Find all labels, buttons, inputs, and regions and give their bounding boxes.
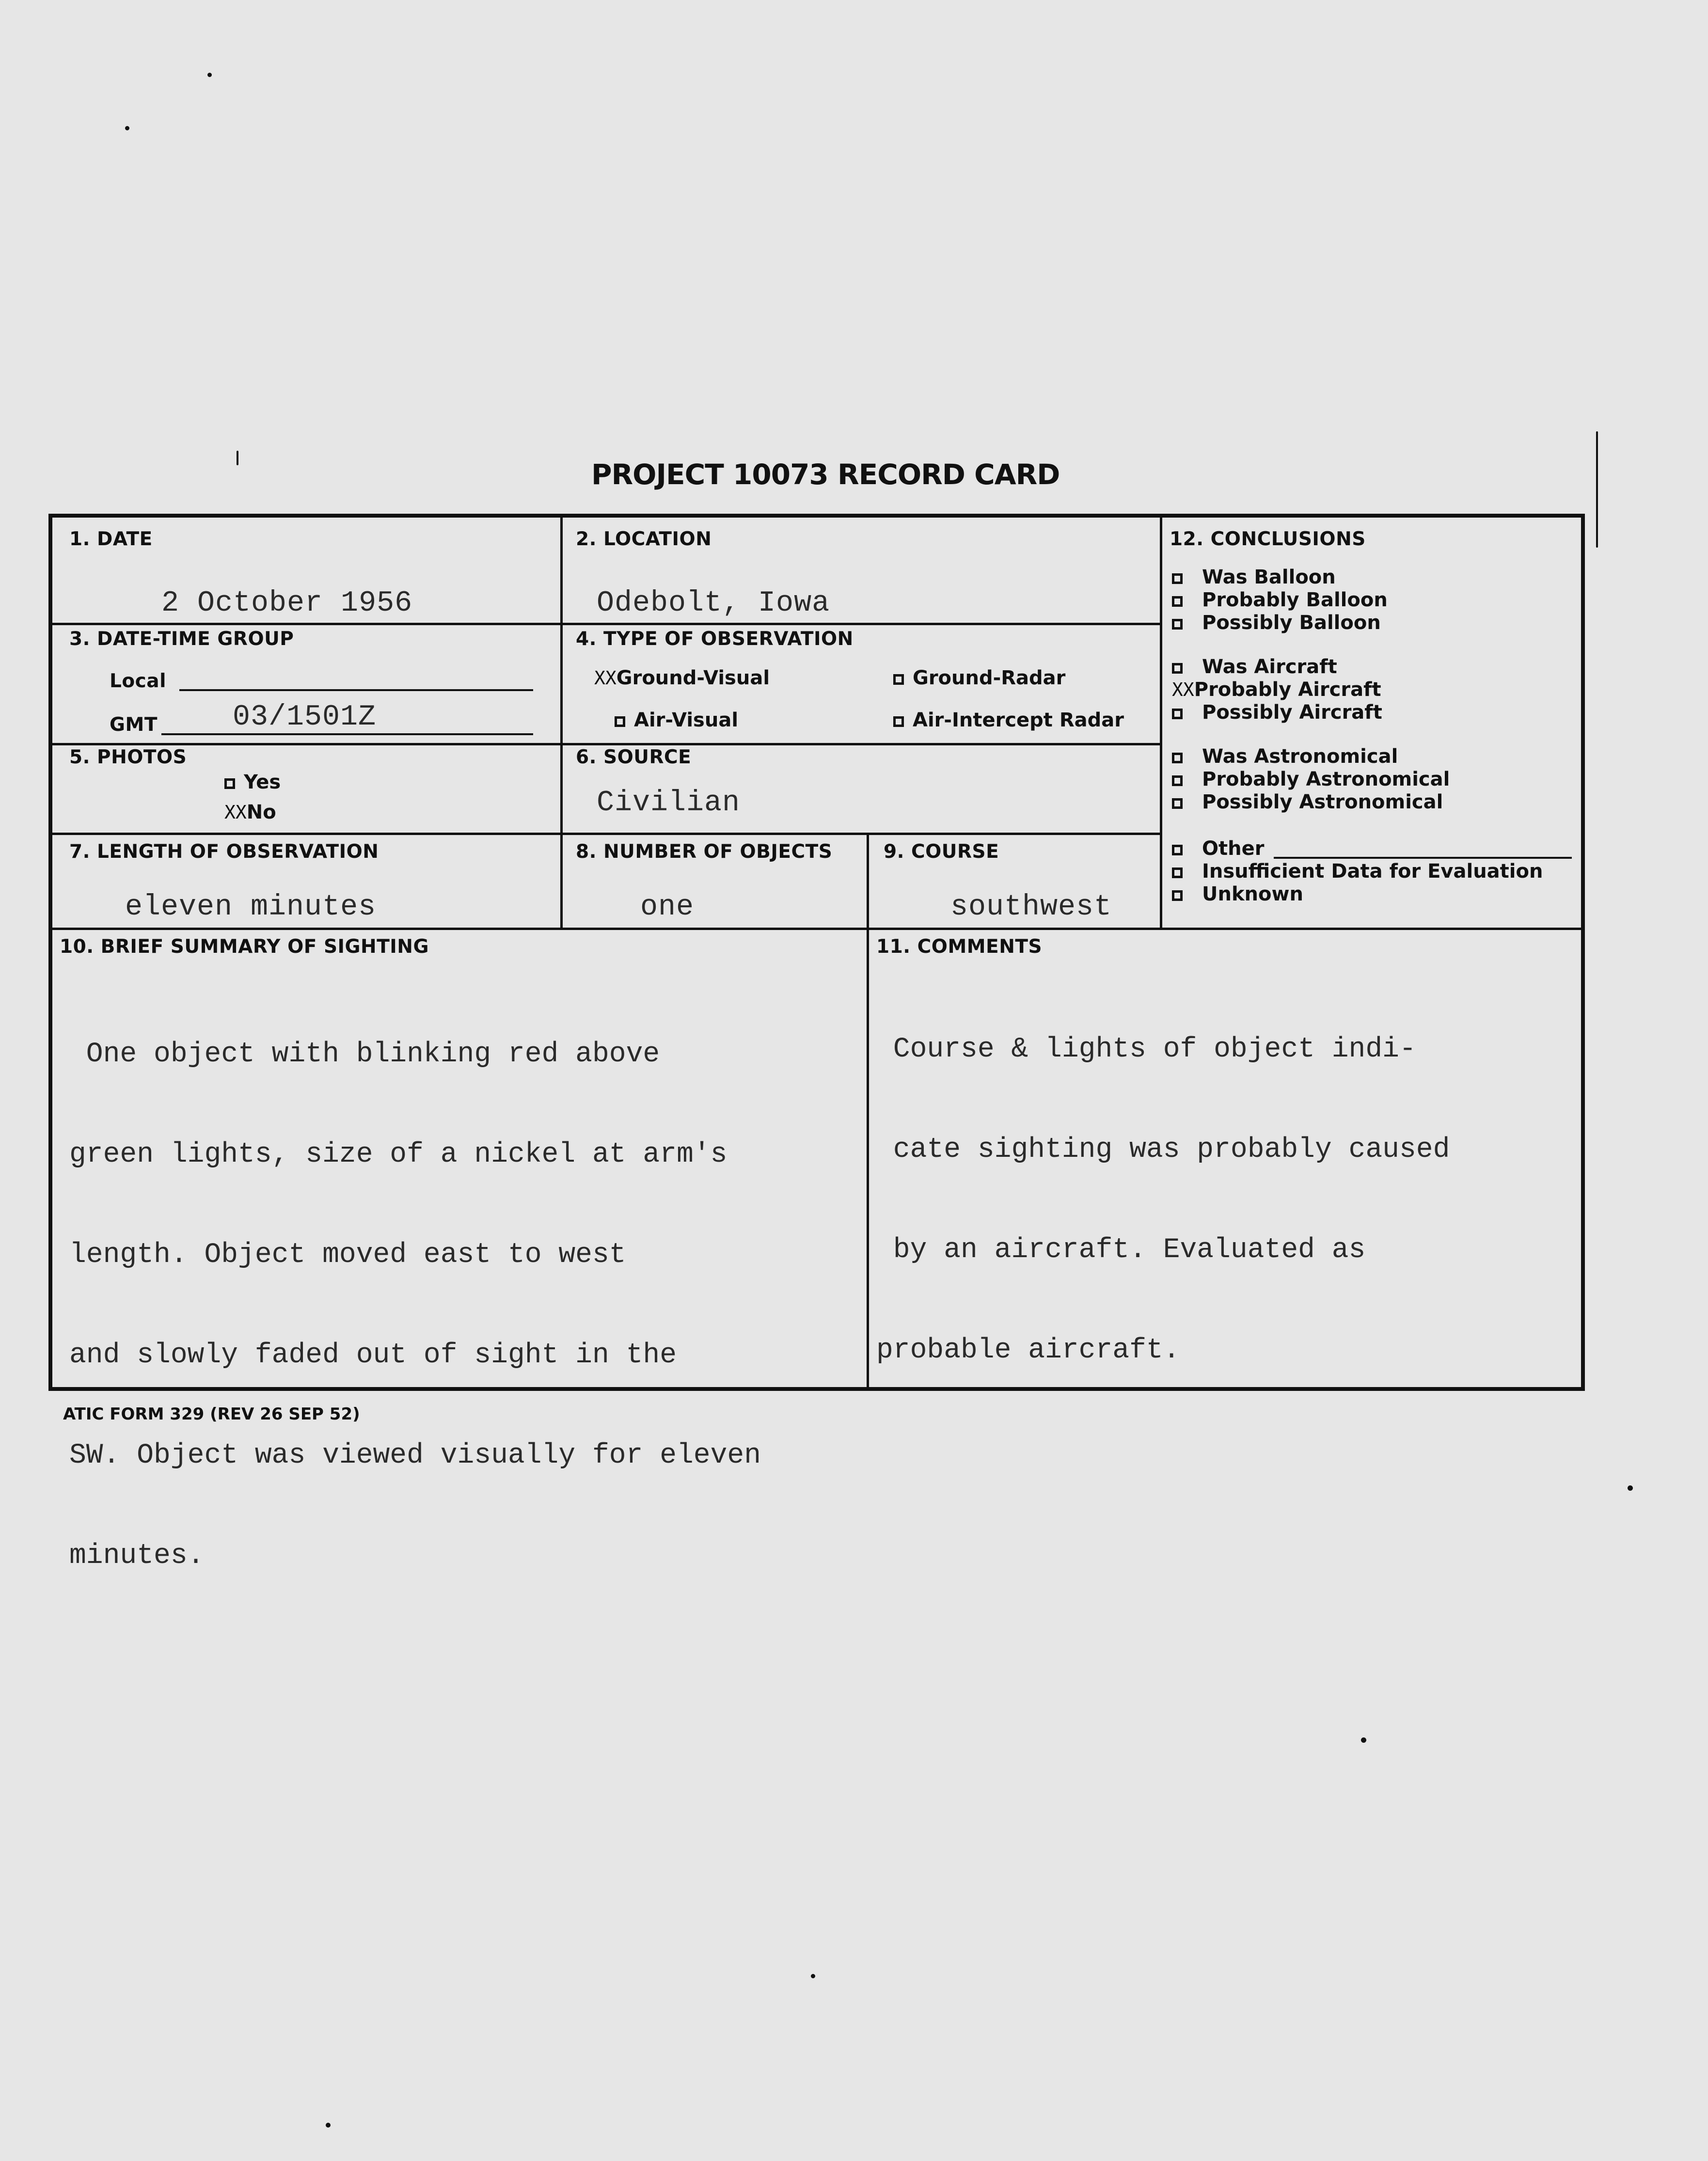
course-label: 9. COURSE [884,841,999,863]
divider [52,833,1160,835]
scan-speck [811,1974,815,1978]
checkbox-icon [893,674,904,685]
conclusion-was-balloon[interactable]: Was Balloon [1172,566,1336,588]
summary-line: One object with blinking red above [69,1039,660,1070]
checkbox-icon [1172,573,1183,584]
scan-speck [237,451,238,465]
gmt-label: GMT [110,714,158,736]
checkbox-icon [1172,775,1183,786]
summary-line: length. Object moved east to west [69,1239,626,1271]
source-label: 6. SOURCE [576,746,692,768]
checkbox-icon [615,716,625,727]
length-of-observation-value: eleven minutes [125,891,377,924]
summary-line: SW. Object was viewed visually for eleven [69,1440,761,1471]
number-of-objects-value: one [640,891,695,924]
source-value: Civilian [597,787,741,820]
check-mark: XX [594,667,617,689]
date-time-group-label: 3. DATE-TIME GROUP [69,628,294,650]
comments-line: Course & lights of object indi- [876,1034,1416,1065]
conclusion-probably-astronomical[interactable]: Probably Astronomical [1172,768,1450,790]
number-of-objects-label: 8. NUMBER OF OBJECTS [576,841,833,863]
scan-speck [326,2123,331,2128]
conclusion-was-astronomical[interactable]: Was Astronomical [1172,745,1398,768]
summary-line: green lights, size of a nickel at arm's [69,1139,727,1170]
form-footer: ATIC FORM 329 (REV 26 SEP 52) [63,1404,360,1424]
checkbox-icon [1172,868,1183,878]
option-air-intercept-radar[interactable]: Air-Intercept Radar [893,709,1124,731]
comments-label: 11. COMMENTS [876,936,1043,958]
checkbox-icon [1172,753,1183,763]
conclusion-probably-aircraft[interactable]: XXProbably Aircraft [1172,678,1381,701]
date-label: 1. DATE [69,528,153,550]
other-underline [1274,857,1572,859]
summary-text [69,971,761,1640]
option-photos-no[interactable]: XXNo [224,801,276,823]
conclusion-probably-balloon[interactable]: Probably Balloon [1172,589,1388,611]
checkbox-icon [1172,619,1183,630]
conclusion-was-aircraft[interactable]: Was Aircraft [1172,656,1337,678]
photos-label: 5. PHOTOS [69,746,187,768]
comments-line: probable aircraft. [876,1335,1180,1366]
option-ground-radar[interactable]: Ground-Radar [893,667,1065,689]
divider [867,833,869,1390]
local-label: Local [110,670,166,692]
checkbox-icon [1172,845,1183,855]
conclusion-insufficient-data[interactable]: Insufficient Data for Evaluation [1172,860,1543,883]
gmt-value: 03/1501Z [233,701,377,734]
comments-line: by an aircraft. Evaluated as [876,1234,1366,1266]
option-photos-yes[interactable]: Yes [224,771,281,793]
scan-speck [1361,1737,1366,1743]
course-value: southwest [950,891,1112,924]
option-ground-visual[interactable]: XXGround-Visual [594,667,770,689]
conclusion-unknown[interactable]: Unknown [1172,883,1303,905]
page-title: PROJECT 10073 RECORD CARD [591,458,1060,491]
type-of-observation-label: 4. TYPE OF OBSERVATION [576,628,854,650]
scan-speck [1596,431,1598,548]
comments-line: cate sighting was probably caused [876,1134,1450,1166]
checkbox-icon [1172,596,1183,607]
checkbox-icon [1172,663,1183,674]
divider [1160,518,1162,928]
divider [52,623,1160,625]
conclusion-possibly-astronomical[interactable]: Possibly Astronomical [1172,791,1443,813]
checkbox-icon [224,778,235,789]
conclusion-possibly-balloon[interactable]: Possibly Balloon [1172,612,1381,634]
scan-speck [125,126,129,130]
conclusion-possibly-aircraft[interactable]: Possibly Aircraft [1172,701,1382,724]
check-mark: XX [1172,679,1194,700]
location-value: Odebolt, Iowa [597,587,830,620]
summary-label: 10. BRIEF SUMMARY OF SIGHTING [60,936,429,958]
divider [560,518,563,928]
checkbox-icon [1172,709,1183,719]
scan-speck [1628,1485,1633,1491]
conclusions-label: 12. CONCLUSIONS [1170,528,1366,550]
check-mark: XX [224,802,247,823]
length-of-observation-label: 7. LENGTH OF OBSERVATION [69,841,379,863]
location-label: 2. LOCATION [576,528,712,550]
checkbox-icon [1172,890,1183,901]
scan-speck [207,73,212,77]
option-air-visual[interactable]: Air-Visual [615,709,738,731]
summary-line: and slowly faded out of sight in the [69,1340,677,1371]
conclusion-other[interactable]: Other [1172,837,1264,860]
date-value: 2 October 1956 [161,587,413,620]
checkbox-icon [893,716,904,727]
divider [52,743,1160,745]
divider [52,928,1584,930]
checkbox-icon [1172,798,1183,809]
local-underline [179,689,533,691]
summary-line: minutes. [69,1540,205,1572]
comments-text [876,966,1450,1434]
